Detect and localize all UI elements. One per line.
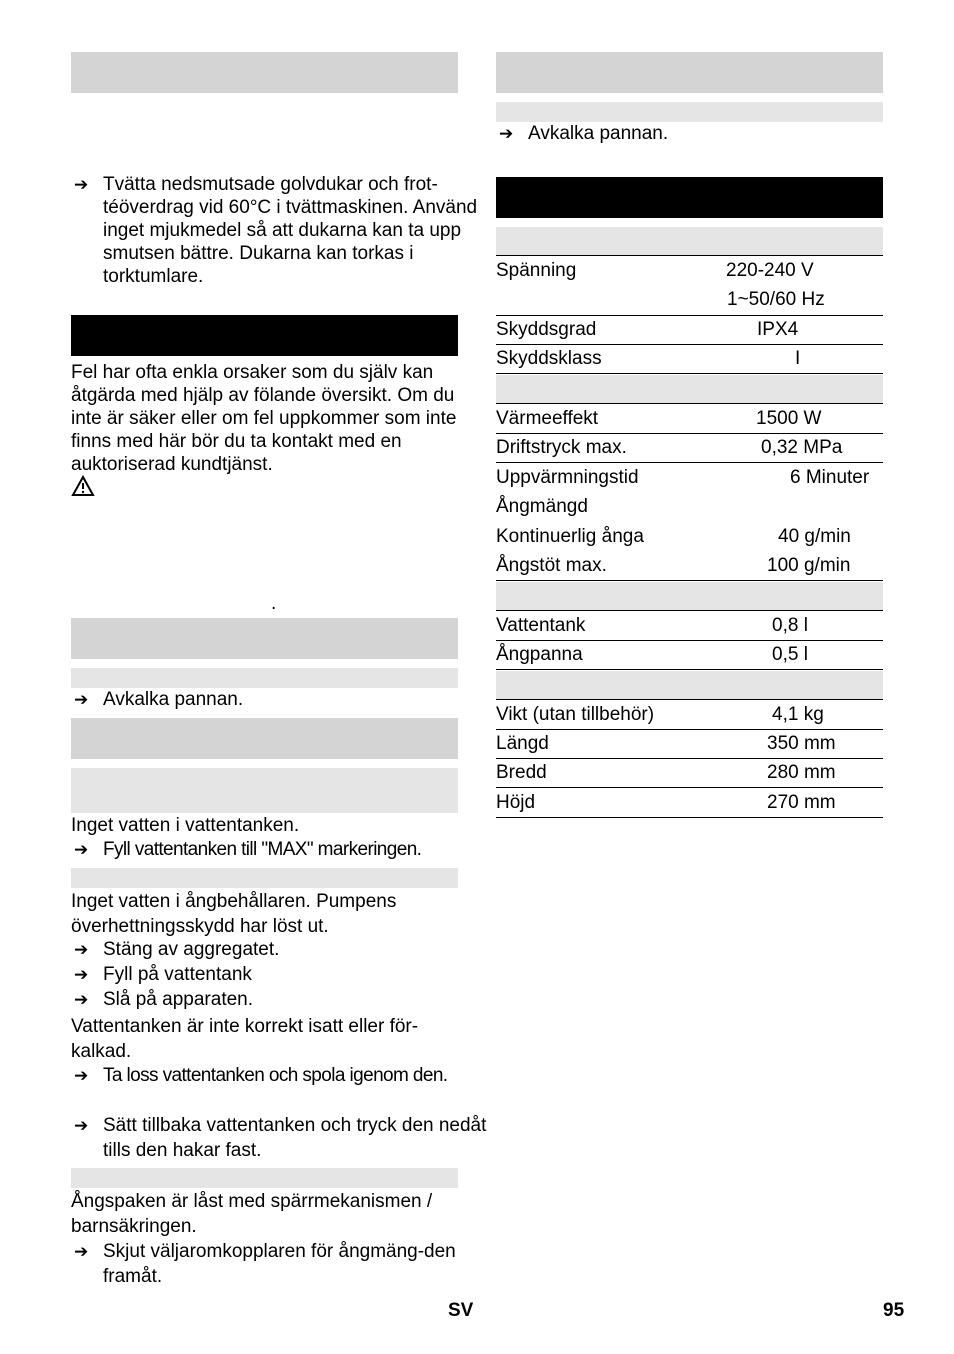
arrow-right-icon: ➔ <box>499 124 514 143</box>
list-item: ➔ Stäng av aggregatet. <box>74 939 280 960</box>
subheader-strip <box>71 1168 458 1188</box>
spec-row-steam: Ångmängd <box>496 496 588 517</box>
spec-row-frequency: 1~50/60 Hz <box>496 286 883 316</box>
spec-row-protection: Skyddsgrad IPX4 <box>496 316 883 345</box>
cause-text: Inget vatten i ångbehållaren. Pumpens överhettningsskydd har löst ut. <box>71 891 397 937</box>
troubleshooting-intro: Fel har ofta enkla orsaker som du själv kan åtgärda med hjälp av fölande översikt. Om du inte är säker eller om fel uppkommer som inte finns med här bör du ta kontakt med en auktoriserad kundtjänst. <box>71 362 457 475</box>
subheader-strip <box>71 668 458 688</box>
spec-row-heatup: Uppvärmningstid 6 Minuter <box>496 467 870 488</box>
arrow-right-icon: ➔ <box>74 1066 88 1085</box>
footer-language: SV <box>448 1300 474 1321</box>
list-item: ➔ Skjut väljaromkopplaren för ångmäng-den framåt. <box>74 1241 456 1287</box>
arrow-right-icon: ➔ <box>74 1242 89 1261</box>
warning-triangle-icon <box>71 475 95 497</box>
section-header-fault-3 <box>496 52 883 93</box>
arrow-right-icon: ➔ <box>74 965 89 984</box>
arrow-right-icon: ➔ <box>74 1116 89 1135</box>
stray-dot: . <box>271 593 277 614</box>
arrow-right-icon: ➔ <box>74 175 89 194</box>
subheader-strip <box>71 868 458 888</box>
spec-row-steam-burst: Ångstöt max. 100 g/min <box>496 552 883 581</box>
section-header-fault-2 <box>71 718 458 759</box>
spec-row-weight: Vikt (utan tillbehör) 4,1 kg <box>496 701 883 730</box>
spec-row-heat-output: Värmeeffekt 1500 W <box>496 405 883 434</box>
subheader-strip <box>71 768 458 813</box>
list-item: ➔ Avkalka pannan. <box>499 123 669 144</box>
section-header-troubleshooting <box>71 315 458 356</box>
list-item: ➔ Avkalka pannan. <box>74 689 244 710</box>
cause-text: Inget vatten i vattentanken. <box>71 815 300 836</box>
spec-row-water-tank: Vattentank 0,8 l <box>496 612 883 641</box>
spec-row-boiler: Ångpanna 0,5 l <box>496 641 883 670</box>
spec-row-length: Längd 350 mm <box>496 730 883 759</box>
spec-row-width: Bredd 280 mm <box>496 759 883 788</box>
cause-text: Vattentanken är inte korrekt isatt eller för-kalkad. <box>71 1016 419 1062</box>
list-item: ➔ Slå på apparaten. <box>74 989 254 1010</box>
spec-row-continuous-steam: Kontinuerlig ånga 40 g/min <box>496 526 851 547</box>
section-header-care <box>71 52 458 93</box>
arrow-right-icon: ➔ <box>74 990 89 1009</box>
spec-section-dimensions <box>496 671 883 700</box>
spec-section-capacities <box>496 582 883 611</box>
list-item: ➔ Fyll vattentanken till "MAX" markeringen. <box>74 839 422 860</box>
spec-row-protection-class: Skyddsklass I <box>496 345 883 374</box>
cause-text: Ångspaken är låst med spärrmekanismen / barnsäkringen. <box>71 1191 433 1237</box>
list-item: ➔ Sätt tillbaka vattentanken och tryck den nedåt tills den hakar fast. <box>74 1115 487 1161</box>
arrow-right-icon: ➔ <box>74 690 89 709</box>
arrow-right-icon: ➔ <box>74 840 88 859</box>
spec-section-performance <box>496 375 883 404</box>
spec-row-pressure: Driftstryck max. 0,32 MPa <box>496 434 883 463</box>
page-number: 95 <box>883 1300 905 1321</box>
arrow-right-icon: ➔ <box>74 940 89 959</box>
subheader-strip <box>496 102 883 122</box>
spec-section-electrical <box>496 227 883 256</box>
list-item: ➔ Fyll på vattentank <box>74 964 252 985</box>
spec-row-height: Höjd 270 mm <box>496 789 883 818</box>
section-header-technical-data <box>496 177 883 218</box>
list-item: ➔ Tvätta nedsmutsade golvdukar och frot-téöverdrag vid 60°C i tvättmaskinen. Använd inget mjukmedel så att dukarna kan ta upp smutsen bättre. Dukarna kan torkas i torktumlare. <box>74 174 478 287</box>
spec-row-voltage: Spänning 220-240 V <box>496 260 814 281</box>
section-header-fault-1 <box>71 618 458 659</box>
list-item: ➔ Ta loss vattentanken och spola igenom den. <box>74 1065 448 1086</box>
